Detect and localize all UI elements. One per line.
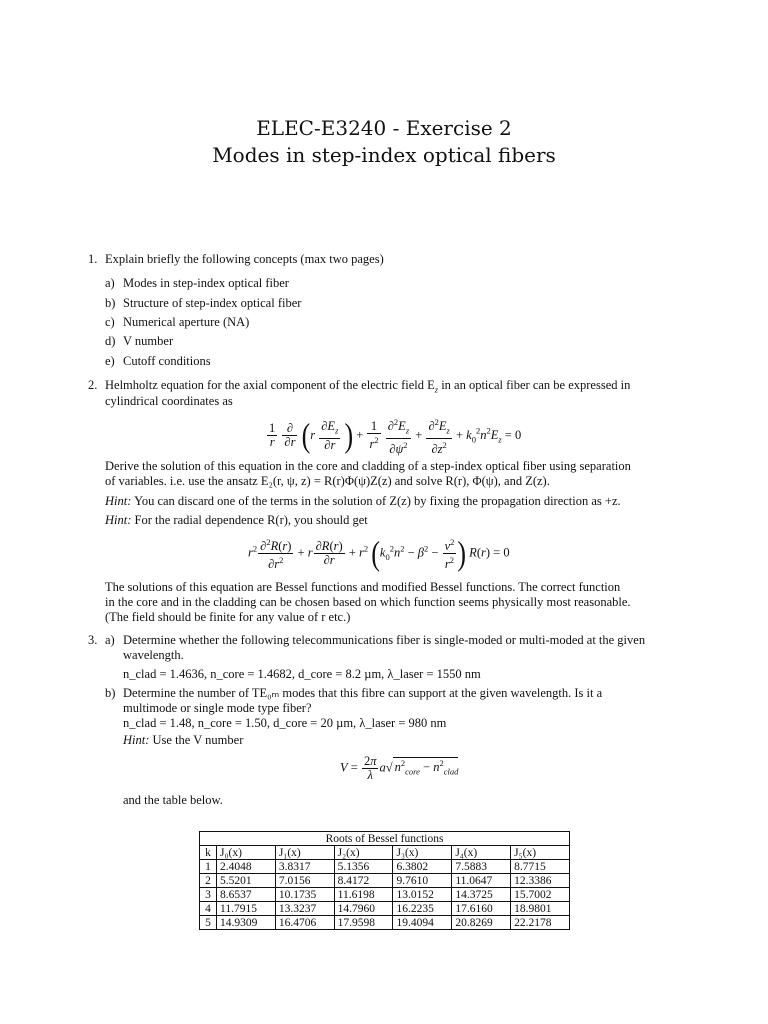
q1-number: 1.	[88, 252, 98, 266]
bessel-roots-table	[199, 831, 570, 930]
table-cell: 18.9801	[511, 902, 570, 916]
q3a-line2: wavelength.	[123, 648, 184, 662]
q3a-label: a)	[105, 633, 115, 647]
table-cell: 2.4048	[217, 860, 276, 874]
table-cell: 13.0152	[393, 888, 452, 902]
q2-hint1: Hint: You can discard one of the terms in the solution of Z(z) by fixing the propagation direction as +z.	[105, 494, 621, 508]
table-cell: 1	[200, 860, 217, 874]
q1-item-e-label: e)	[105, 354, 115, 368]
q3b-label: b)	[105, 686, 116, 700]
table-cell: 7.5883	[452, 860, 511, 874]
q3a-line1: Determine whether the following telecommunications fiber is single-moded or multi-moded at the given	[123, 633, 646, 647]
q1-item-d-label: d)	[105, 334, 116, 348]
q1-item-b-label: b)	[105, 296, 116, 310]
table-cell: 5.1356	[334, 860, 393, 874]
table-cell: 7.0156	[275, 874, 334, 888]
table-cell: 3.8317	[275, 860, 334, 874]
table-row	[200, 916, 570, 930]
table-row	[200, 902, 570, 916]
table-cell: 8.7715	[511, 860, 570, 874]
table-header: J₃(x)	[393, 846, 452, 860]
table-cell: 17.6160	[452, 902, 511, 916]
q3b-line1: Determine the number of TE₀ₘ modes that this fibre can support at the given wavelength. Is it a	[123, 686, 603, 700]
table-cell: 9.7610	[393, 874, 452, 888]
table-header: J₅(x)	[511, 846, 570, 860]
table-row	[200, 860, 570, 874]
table-cell: 6.3802	[393, 860, 452, 874]
document-subtitle: Modes in step-index optical fibers	[212, 143, 556, 167]
table-cell: 19.4094	[393, 916, 452, 930]
q1-text: Explain briefly the following concepts (max two pages)	[105, 252, 384, 266]
table-caption-row	[200, 832, 570, 846]
table-cell: 20.8269	[452, 916, 511, 930]
table-cell: 11.7915	[217, 902, 276, 916]
table-header: k	[200, 846, 217, 860]
q1-item-a: Modes in step-index optical fiber	[123, 276, 289, 290]
q3a-params: n_clad = 1.4636, n_core = 1.4682, d_core = 8.2 µm, λ_laser = 1550 nm	[123, 667, 481, 681]
table-caption: Roots of Bessel functions	[200, 832, 570, 846]
q1-item-a-label: a)	[105, 276, 115, 290]
q1-item-b: Structure of step-index optical fiber	[123, 296, 302, 310]
q2-hint2: Hint: For the radial dependence R(r), you should get	[105, 513, 368, 527]
table-cell: 22.2178	[511, 916, 570, 930]
table-cell: 14.3725	[452, 888, 511, 902]
table-cell: 13.3237	[275, 902, 334, 916]
q3-hint: Hint: Use the V number	[123, 733, 244, 747]
q1-item-c: Numerical aperture (NA)	[123, 315, 250, 329]
table-cell: 14.9309	[217, 916, 276, 930]
table-cell: 5.5201	[217, 874, 276, 888]
document-title: ELEC-E3240 - Exercise 2	[256, 116, 512, 140]
table-cell: 17.9598	[334, 916, 393, 930]
table-header: J₂(x)	[334, 846, 393, 860]
q2-intro-line2: cylindrical coordinates as	[105, 394, 233, 408]
table-cell: 11.0647	[452, 874, 511, 888]
table-cell: 16.4706	[275, 916, 334, 930]
q2-derive-line2: of variables. i.e. use the ansatz E₂(r, ψ, z) = R(r)Φ(ψ)Z(z) and solve R(r), Φ(ψ), and Z(z).	[105, 474, 550, 488]
q2-derive-line1: Derive the solution of this equation in the core and cladding of a step-index optical fiber using separation	[105, 459, 631, 473]
q3b-line2: multimode or single mode type fiber?	[123, 701, 312, 715]
q2-solution-line1: The solutions of this equation are Bessel functions and modified Bessel functions. The correct function	[105, 580, 621, 594]
table-cell: 14.7960	[334, 902, 393, 916]
q3-table-intro: and the table below.	[123, 793, 223, 807]
table-row	[200, 888, 570, 902]
table-header: J₄(x)	[452, 846, 511, 860]
v-number-equation: V = $\frac{2\pi}{\lambda}$ a√ $n^2_{core} - n^2_{clad}$	[340, 754, 459, 782]
table-cell: 2	[200, 874, 217, 888]
helmholtz-equation: $\frac{1}{r}$ $\frac{\partial}{\partial r}$ (r $\frac{\partial E_z}{\partial r}$ ) + $\frac{1}{r^2}$ $\frac{\partial^2E_z}{\partial\psi^2}$ + $\frac{\partial^2E_z}{\partial z^2}$ + $k_0^2n^2E_z = 0$	[269, 416, 522, 456]
table-header: J₀(x)	[217, 846, 276, 860]
table-header-row	[200, 846, 570, 860]
q2-solution-line3: (The field should be finite for any value of r etc.)	[105, 610, 351, 624]
q1-item-e: Cutoff conditions	[123, 354, 211, 368]
table-cell: 15.7002	[511, 888, 570, 902]
q2-intro-line1: Helmholtz equation for the axial component of the electric field $E_z$ in an optical fiber can be expressed in	[105, 378, 631, 395]
table-cell: 10.1735	[275, 888, 334, 902]
table-cell: 8.6537	[217, 888, 276, 902]
q1-item-c-label: c)	[105, 315, 115, 329]
table-cell: 8.4172	[334, 874, 393, 888]
table-cell: 3	[200, 888, 217, 902]
table-cell: 12.3386	[511, 874, 570, 888]
q2-number: 2.	[88, 378, 98, 392]
table-header: J₁(x)	[275, 846, 334, 860]
q3-number: 3.	[88, 633, 98, 647]
table-cell: 11.6198	[334, 888, 393, 902]
table-cell: 16.2235	[393, 902, 452, 916]
table-cell: 4	[200, 902, 217, 916]
q1-item-d: V number	[123, 334, 174, 348]
table-cell: 5	[200, 916, 217, 930]
table-row	[200, 874, 570, 888]
q3b-params: n_clad = 1.48, n_core = 1.50, d_core = 20 µm, λ_laser = 980 nm	[123, 716, 447, 730]
radial-equation: $r^2$ $\frac{\partial^2R(r)}{\partial r^2}$ + r $\frac{\partial R(r)}{\partial r}$ + $r^2$ ($k_0^2n^2 - \beta^2$ − $\frac{\nu^2}{r^2}$ ) R(r) = 0	[248, 534, 510, 572]
q2-solution-line2: in the core and in the cladding can be chosen based on which function seems physically most reasonable.	[105, 595, 631, 609]
